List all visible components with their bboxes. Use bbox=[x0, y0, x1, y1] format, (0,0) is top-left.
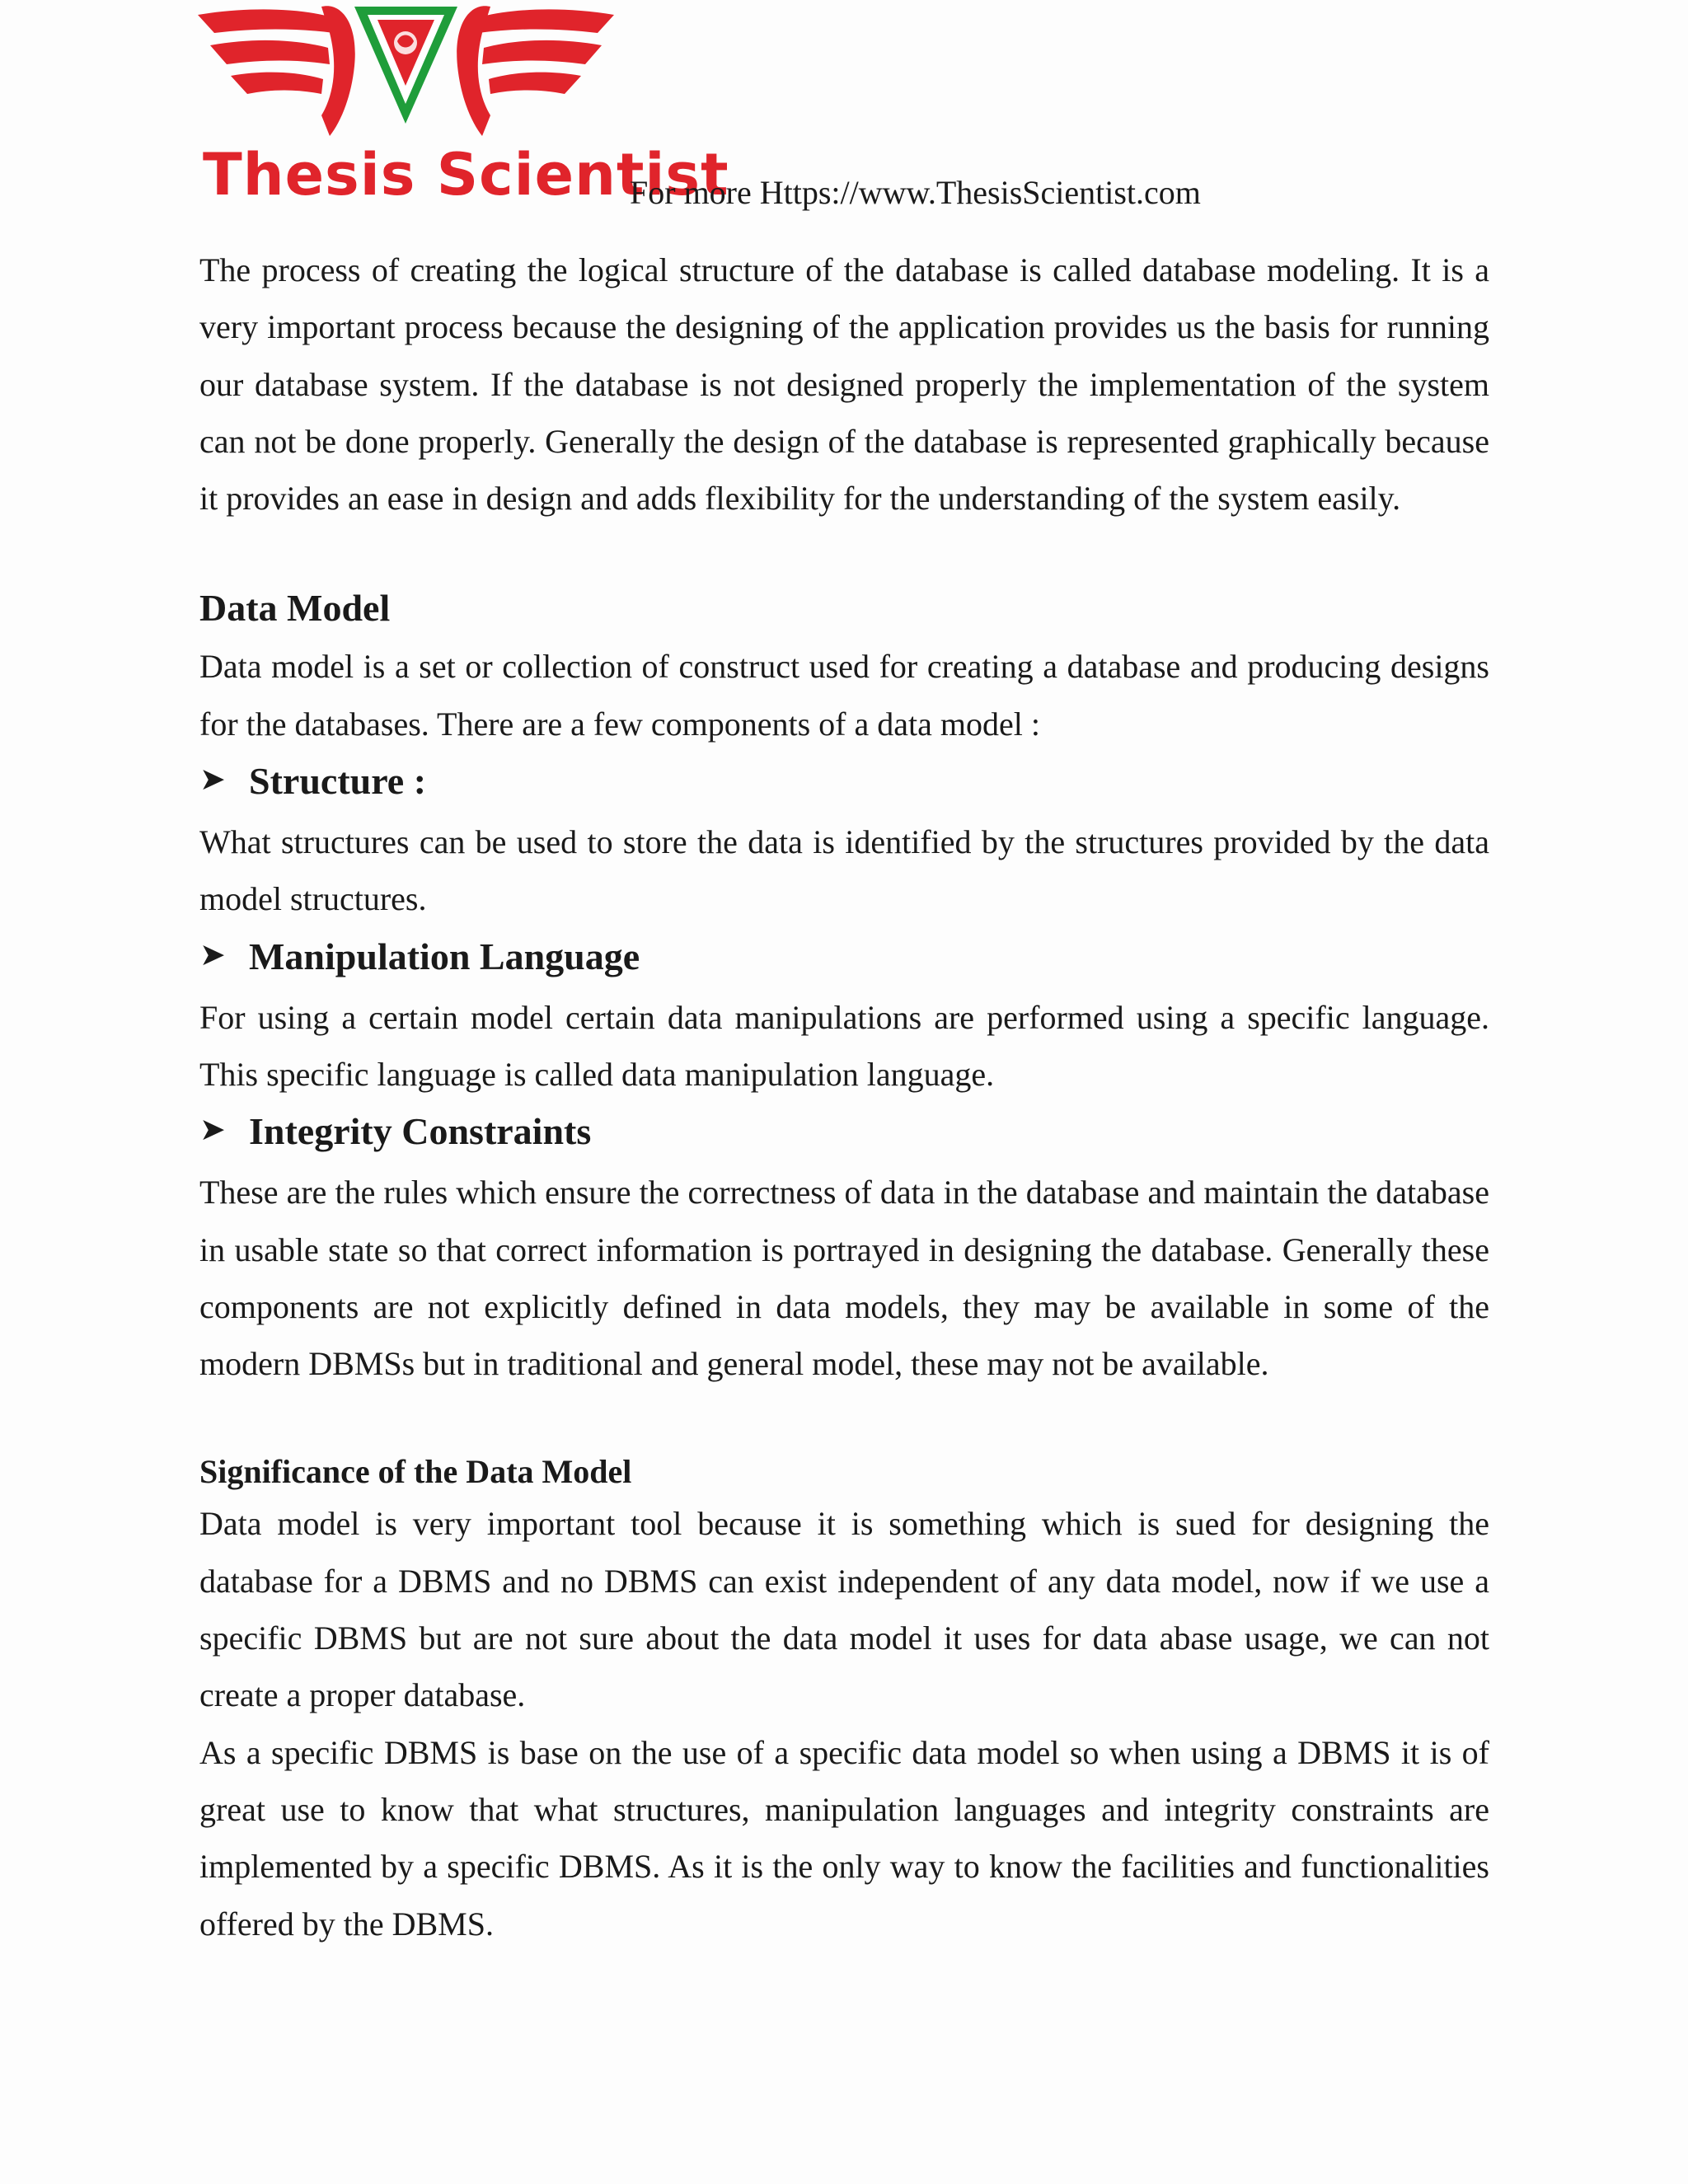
document-body bbox=[199, 241, 1489, 1952]
significance-heading: Significance of the Data Model bbox=[199, 1453, 632, 1491]
arrow-bullet-icon: ➤ bbox=[199, 762, 226, 798]
component-text-integrity-constraints: These are the rules which ensure the correctness of data in the database and maintain the database in usable state so that correct information is portrayed in designing the database. Generally these components are not explicitly defined in data models, they may be available in some of the modern DBMSs but in traditional and general model, these may not be available. bbox=[199, 1174, 1489, 1383]
section-spacer bbox=[199, 527, 1489, 583]
thesis-scientist-logo-icon bbox=[198, 0, 614, 138]
significance-paragraph-2: As a specific DBMS is base on the use of a specific data model so when using a DBMS it is of great use to know that what structures, manipulation languages and integrity constraints are implemented by a specific DBMS. As it is the only way to know the facilities and functionalities offered by the DBMS. bbox=[199, 1733, 1489, 1943]
significance-paragraph-1: Data model is very important tool because it is something which is sued for designing the database for a DBMS and no DBMS can exist independent of any data model, now if we use a specific DBMS but are not sure about the data model it uses for data abase usage, we can not create a proper database. bbox=[199, 1505, 1489, 1714]
arrow-bullet-icon: ➤ bbox=[199, 1113, 226, 1148]
data-model-paragraph: Data model is a set or collection of construct used for creating a database and producing designs for the databases. There are a few components of a data model : bbox=[199, 648, 1489, 743]
component-title: Manipulation Language bbox=[249, 935, 640, 977]
section-spacer bbox=[199, 1392, 1489, 1449]
component-heading-integrity-constraints bbox=[199, 1106, 1489, 1157]
intro-paragraph: The process of creating the logical structure of the database is called database modeling. It is a very important process because the designing of the application provides us the basis for running our database system. If the database is not designed properly the implementation of the system can not be done properly. Generally the design of the database is represented graphically because it provides an ease in design and adds flexibility for the understanding of the system easily. bbox=[199, 251, 1489, 518]
component-heading-structure bbox=[199, 756, 1489, 807]
component-text-manipulation-language: For using a certain model certain data manipulations are performed using a specific language. This specific language is called data manipulation language. bbox=[199, 998, 1489, 1093]
component-text-structure: What structures can be used to store the data is identified by the structures provided by the data model structures. bbox=[199, 823, 1489, 918]
component-title: Structure : bbox=[249, 760, 427, 803]
arrow-bullet-icon: ➤ bbox=[199, 937, 226, 972]
data-model-heading: Data Model bbox=[199, 587, 391, 630]
component-title: Integrity Constraints bbox=[249, 1110, 592, 1153]
component-heading-manipulation-language bbox=[199, 931, 1489, 982]
logo-wordmark: Thesis Scientist bbox=[203, 141, 729, 209]
more-info-link[interactable]: For more Https://www.ThesisScientist.com bbox=[630, 174, 1201, 211]
